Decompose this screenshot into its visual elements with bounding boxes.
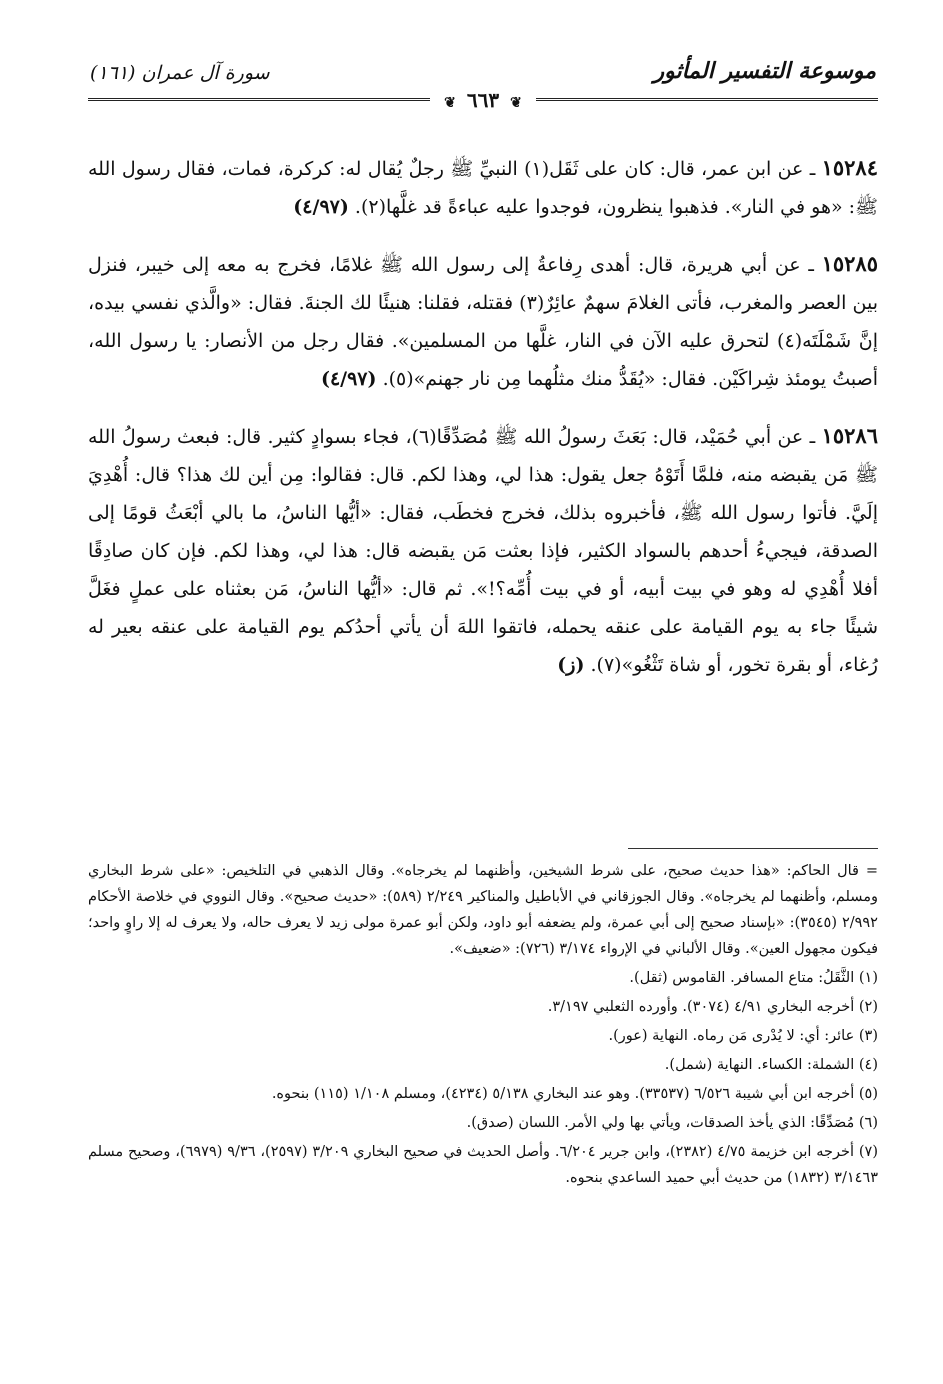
footnote: (٦) مُصَدِّقًا: الذي يأخذ الصدقات، ويأتي بها ولي الأمر. اللسان (صدق). [466,1115,878,1131]
surah-title: سورة آل عمران (١٦١) [90,62,270,84]
hadith-entry [88,417,878,684]
footnote-separator [628,848,878,849]
hadith-entry [88,149,878,226]
hadith-number: ١٥٢٨٤ [821,155,878,180]
page [88,52,878,1186]
footnote: (٧) أخرجه ابن خزيمة ٤/٧٥ (٢٣٨٢)، وابن جرير ٦/٢٠٤. وأصل الحديث في صحيح البخاري ٣/٢٠٩ (٢٥٩٧)، ٩/٣٦ (٦٩٧٩)، وصحيح مسلم ٣/١٤٦٣ (١٨٣٢) من حديث أبي حميد الساعدي بنحوه. [88,1144,878,1186]
hadith-entry [88,245,878,398]
footnote: (٤) الشملة: الكساء. النهاية (شمل). [664,1057,878,1073]
hadith-entries [88,130,878,692]
footnote: (٣) عائر: أي: لا يُدْرى مَن رماه. النهاية (عور). [608,1028,878,1044]
hadith-reference: (ز) [557,654,585,676]
hadith-text: ـ عن أبي حُمَيْد، قال: بَعَثَ رسولُ الله ﷺ مُصَدِّقًا(٦)، فجاء بسوادٍ كثير. قال: فبعث رسولُ الله ﷺ مَن يقبضه منه، فلمَّا أَتَوْهُ جعل يقول: هذا لي، وهذا لكم. قال: فقالوا: مِن أين لك هذا؟ قال: أُهْدِيَ إلَيَّ. فأتوا رسول الله ﷺ، فأخبروه بذلك، فخرج فخطَب، فقال: «أيُّها الناسُ، ما بالي أبْعَثُ قومًا إلى الصدقة، فيجيءُ أحدهم بالسواد الكثير، فإذا بعثت مَن يقبضه قال: هذا لي، وهذا لكم. فإن كان صادِقًا أفلا أُهْدِي له وهو في بيت أبيه، أو في بيت أُمِّه؟!». ثم قال: «أيُّها الناسُ، مَن بعثناه على عملٍ فغَلَّ شيئًا جاء به يوم القيامة على عنقه يحمله، فاتقوا اللهَ أن يأتي أحدُكم يوم القيامة على عنقه بعير له رُغاء، أو بقرة تخور، أو شاة تَثْغُو»(٧). [88,426,878,676]
page-number-box [430,88,536,112]
book-title: موسوعة التفسير المأثور [653,58,876,84]
hadith-text: ـ عن أبي هريرة، قال: أهدى رِفاعةُ إلى رسول الله ﷺ غلامًا، فخرج به معه إلى خيبر، فنزل بين العصر والمغرب، فأتى الغلامَ سهمٌ عائِرٌ(٣) فقتله، فقلنا: هنيئًا لك الجنةَ. فقال: «والَّذي نفسي بيده، إنَّ شَمْلَتَه(٤) لتحرق عليه الآن في النار، غلَّها من المسلمين». فقال رجل من الأنصار: يا رسول الله، أصبتُ يومئذ شِراكَيْن. فقال: «يُقَدُّ منك مثلُهما مِن نار جهنم»(٥). [88,254,878,390]
footnote: (١) الثَّقَلُ: متاع المسافر. القاموس (ثقل). [629,970,878,986]
hadith-reference: (٤/٩٧) [293,196,349,218]
page-number: ٦٦٣ [466,88,500,112]
hadith-text: ـ عن ابن عمر، قال: كان على ثَقَل(١) النبيِّ ﷺ رجلٌ يُقال له: كركرة، فمات، فقال رسول الله ﷺ: «هو في النار». فذهبوا ينظرون، فوجدوا عليه عباءةً قد غلَّها(٢). [88,158,878,218]
ornament-icon: ❦ [510,95,522,111]
footnote: (٥) أخرجه ابن أبي شيبة ٦/٥٢٦ (٣٣٥٣٧). وهو عند البخاري ٥/١٣٨ (٤٢٣٤)، ومسلم ١/١٠٨ (١١٥) بنحوه. [271,1086,878,1102]
page-header [88,52,878,112]
footnotes [88,858,878,1191]
footnote: (٢) أخرجه البخاري ٤/٩١ (٣٠٧٤). وأورده الثعلبي ٣/١٩٧. [547,999,878,1015]
hadith-reference: (٤/٩٧) [320,368,377,390]
hadith-number: ١٥٢٨٥ [821,251,878,276]
hadith-number: ١٥٢٨٦ [821,423,878,448]
ornament-icon: ❦ [444,95,456,111]
footnote-continuation: = قال الحاكم: «هذا حديث صحيح، على شرط الشيخين، وأظنهما لم يخرجاه». وقال الذهبي في التلخيص: «على شرط البخاري ومسلم، وأظنهما لم يخرجاه». وقال الجوزقاني في الأباطيل والمناكير ٢/٢٤٩ (٥٨٩): «حديث صحيح». وقال النووي في خلاصة الأحكام ٢/٩٩٢ (٣٥٤٥): «بإسناد صحيح إلى أبي عمرة، ولم يضعفه أبو داود، ولكن أبو عمرة مولى زيد لا يعرف حاله، ولا يعرف له إلا راوٍ واحد؛ فيكون مجهول العين». وقال الألباني في الإرواء ٣/١٧٤ (٧٢٦): «ضعيف». [88,863,878,957]
